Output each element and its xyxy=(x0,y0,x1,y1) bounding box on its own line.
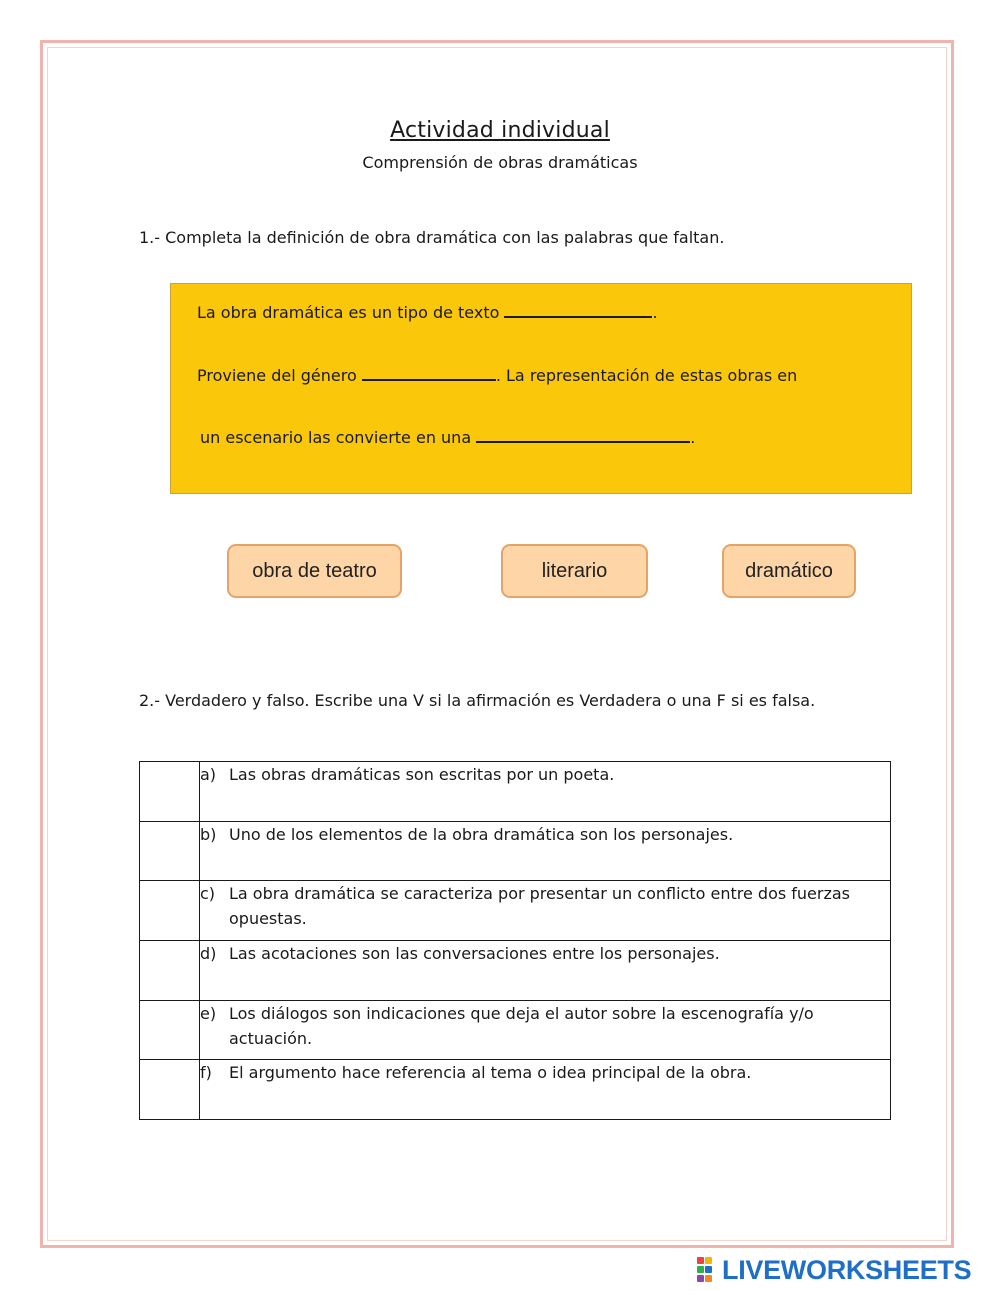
line-3-end: . xyxy=(690,428,696,447)
answer-input-c[interactable] xyxy=(140,881,199,939)
blank-3-drop-zone[interactable] xyxy=(476,429,690,443)
definition-line-3 xyxy=(200,428,695,447)
statement-cell xyxy=(200,940,891,1000)
answer-input-d[interactable] xyxy=(140,941,199,999)
table-row xyxy=(140,881,891,941)
statement-cell xyxy=(200,1000,891,1060)
statement-cell xyxy=(200,762,891,822)
statement-letter: e) xyxy=(200,1003,217,1023)
line-2-end: . La representación de estas obras en xyxy=(495,366,798,385)
liveworksheets-brand-text: LIVEWORKSHEETS xyxy=(722,1254,972,1285)
line-1-text: La obra dramática es un tipo de texto xyxy=(197,303,500,322)
line-2-text: Proviene del género xyxy=(197,366,357,385)
table-row xyxy=(140,762,891,822)
statement-cell xyxy=(200,881,891,941)
page-title: Actividad individual xyxy=(390,118,610,143)
answer-input-f[interactable] xyxy=(140,1060,199,1118)
table-row xyxy=(140,1000,891,1060)
statement-letter: a) xyxy=(200,765,217,784)
statement-text: La obra dramática se caracteriza por presentar un conflicto entre dos fuerzas opuestas. xyxy=(229,884,851,929)
word-chip-obra-de-teatro[interactable]: obra de teatro xyxy=(227,544,402,598)
true-false-table xyxy=(139,761,891,1120)
blank-2-drop-zone[interactable] xyxy=(362,367,496,381)
statement-text: Uno de los elementos de la obra dramática son los personajes. xyxy=(229,824,734,844)
table-row xyxy=(140,1060,891,1120)
answer-cell xyxy=(140,1000,200,1060)
statement-letter: c) xyxy=(200,884,216,904)
liveworksheets-logo-icon xyxy=(697,1257,719,1283)
answer-input-b[interactable] xyxy=(140,822,199,880)
answer-cell xyxy=(140,1060,200,1120)
statement-text: El argumento hace referencia al tema o idea principal de la obra. xyxy=(229,1063,752,1083)
liveworksheets-logo xyxy=(697,1254,993,1286)
word-chip-dramatico[interactable]: dramático xyxy=(722,544,856,598)
answer-cell xyxy=(140,821,200,881)
page-subtitle: Comprensión de obras dramáticas xyxy=(362,153,638,172)
statement-letter: b) xyxy=(200,824,217,844)
statement-text: Las obras dramáticas son escritas por un poeta. xyxy=(229,765,615,784)
statement-cell xyxy=(200,821,891,881)
answer-input-a[interactable] xyxy=(140,762,199,820)
answer-cell xyxy=(140,762,200,822)
answer-input-e[interactable] xyxy=(140,1001,199,1059)
table-row xyxy=(140,821,891,881)
table-row xyxy=(140,940,891,1000)
statement-letter: d) xyxy=(200,943,217,963)
line-1-end: . xyxy=(652,303,658,322)
answer-cell xyxy=(140,940,200,1000)
answer-cell xyxy=(140,881,200,941)
blank-1-drop-zone[interactable] xyxy=(504,304,652,318)
word-chip-literario[interactable]: literario xyxy=(501,544,648,598)
question-1-prompt: 1.- Completa la definición de obra dramática con las palabras que faltan. xyxy=(139,228,725,247)
line-3-text: un escenario las convierte en una xyxy=(200,428,472,447)
definition-line-2 xyxy=(197,366,797,385)
question-2-prompt: 2.- Verdadero y falso. Escribe una V si la afirmación es Verdadera o una F si es falsa. xyxy=(139,691,816,710)
statement-text: Las acotaciones son las conversaciones entre los personajes. xyxy=(229,943,720,963)
statement-cell xyxy=(200,1060,891,1120)
definition-line-1 xyxy=(197,303,658,322)
statement-text: Los diálogos son indicaciones que deja el autor sobre la escenografía y/o actuación. xyxy=(229,1003,814,1048)
definition-box xyxy=(170,283,912,494)
statement-letter: f) xyxy=(200,1063,212,1083)
